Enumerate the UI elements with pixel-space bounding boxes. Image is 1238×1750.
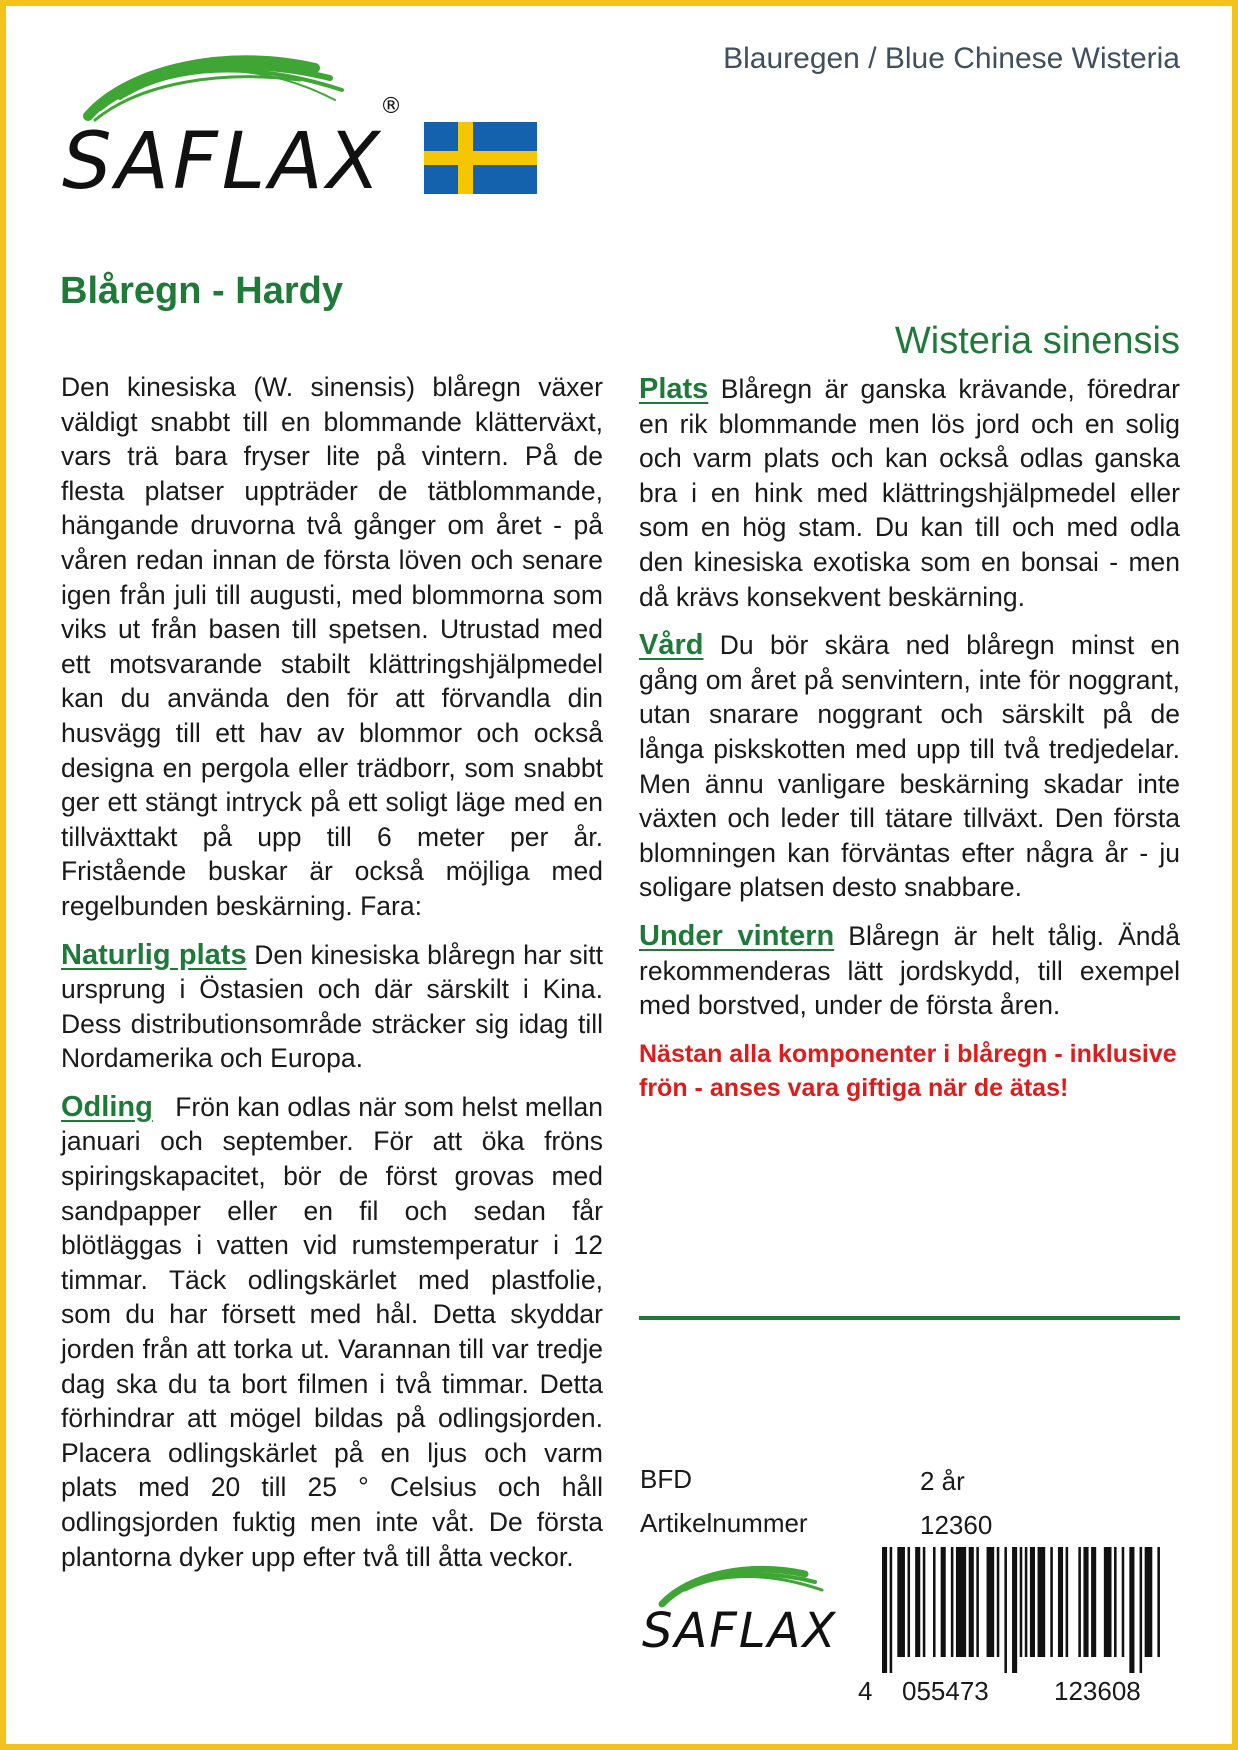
- barcode-bar: [976, 1547, 979, 1657]
- barcode-bar: [1038, 1547, 1046, 1657]
- barcode-group-left: 055473: [902, 1676, 989, 1706]
- cultivation-heading: Odling: [61, 1090, 153, 1123]
- latin-name: Wisteria sinensis: [894, 320, 1180, 362]
- article-number-value: 12360: [920, 1510, 993, 1540]
- barcode-group-right: 123608: [1054, 1676, 1141, 1706]
- barcode-bar: [1157, 1547, 1160, 1657]
- barcode-bar: [1020, 1547, 1023, 1657]
- barcode-bar: [969, 1547, 974, 1657]
- barcode-bar: [882, 1547, 887, 1673]
- barcode-bar: [923, 1547, 926, 1657]
- barcode-bar: [1066, 1547, 1069, 1657]
- registered-mark: ®: [380, 94, 402, 119]
- winter-paragraph: [639, 919, 1180, 1023]
- barcode-bar: [1025, 1547, 1028, 1657]
- bfd-value: 2 år: [920, 1466, 965, 1496]
- bfd-label: BFD: [640, 1464, 692, 1494]
- natural-location-heading: Naturlig plats: [61, 938, 247, 971]
- header-title: Blauregen / Blue Chinese Wisteria: [723, 42, 1180, 75]
- toxicity-warning: Nästan alla komponenter i blåregn - inklusive frön - anses vara giftiga när de ätas!: [639, 1039, 1177, 1102]
- leaf-swoosh-icon: [88, 60, 342, 120]
- barcode-bar: [1083, 1547, 1088, 1657]
- left-column: [61, 370, 603, 1588]
- natural-location-paragraph: [61, 938, 603, 1076]
- product-title: Blåregn - Hardy: [60, 270, 343, 312]
- barcode-bar: [908, 1547, 911, 1657]
- barcode-bar: [1140, 1547, 1143, 1673]
- barcode-bar: [1145, 1547, 1153, 1657]
- swedish-flag-icon: [424, 122, 537, 194]
- barcode-bar: [941, 1547, 946, 1657]
- winter-heading: Under vintern: [639, 919, 835, 952]
- intro-paragraph: Den kinesiska (W. sinensis) blåregn växer väldigt snabbt till en blommande klätterväxt, vars trä bara fryser lite på vintern. På de flesta platser uppträder de tätblommande, hängande druvorna två gånger om året - på våren redan innan de första löven och senare igen från juli till augusti, med blommorna som viks ut från basen till spetsen. Utrustad med ett motsvarande stabilt klättringshjälpmedel kan du använda den för att förvandla din husvägg till ett hav av blommor och också designa en pergola eller trädborr, som snabbt ger ett stängt intryck på ett soligt läge med en tillväxttakt på upp till 6 meter per år. Fristående buskar är också möjliga med regelbunden beskärning. Fara:: [61, 372, 603, 921]
- barcode-bar: [1114, 1547, 1117, 1657]
- barcode-bar: [951, 1547, 954, 1657]
- barcode-bar: [1091, 1547, 1096, 1657]
- barcode-bar: [997, 1547, 1000, 1657]
- barcode-bar: [1122, 1547, 1125, 1657]
- barcode-bar: [956, 1547, 966, 1657]
- care-text: Du bör skära ned blåregn minst en gång om året på senvintern, inte för noggrant, utan snarare noggrant och särskilt på de långa piskskotten med upp till två tredjedelar. Men ännu vanligare beskärning skadar inte växten och leder till tätare tillväxt. Den första blomningen kan förväntas efter några år - ju soligare platsen desto snabbare.: [639, 630, 1180, 903]
- leaf-swoosh-icon: [662, 1569, 822, 1604]
- care-heading: Vård: [639, 629, 704, 662]
- cultivation-paragraph: [61, 1090, 603, 1574]
- logo-wordmark-small: SAFLAX: [642, 1603, 838, 1657]
- location-text: Blåregn är ganska krävande, föredrar en rik blommande men lös jord och en solig och varm plats och kan också odlas ganska bra i en hink med klättringshjälpmedel eller som en hög stam. Du kan till och med odla den kinesiska exotiska som en bonsai - men då krävs konsekvent beskärning.: [639, 374, 1180, 612]
- article-number-label: Artikelnummer: [640, 1508, 808, 1538]
- winter-text: Blåregn är helt tålig. Ändå rekommenderas lätt jordskydd, till exempel med borstved, under de första åren.: [639, 920, 1180, 1021]
- barcode-bar: [933, 1547, 936, 1657]
- saflax-logo-small: [640, 1552, 860, 1657]
- barcode-bar: [1058, 1547, 1063, 1657]
- saflax-logo: [60, 38, 410, 208]
- location-paragraph: [639, 372, 1180, 614]
- barcode-digit-first: 4: [858, 1676, 873, 1706]
- barcode-bar: [890, 1547, 893, 1673]
- barcode: [878, 1547, 1182, 1673]
- barcode-bar: [1012, 1547, 1017, 1673]
- barcode-bar: [1050, 1547, 1053, 1657]
- barcode-bar: [1030, 1547, 1035, 1657]
- natural-location-text: Den kinesiska blåregn har sitt ursprung i Östasien och där särskilt i Kina. Dess distributionsområde sträcker sig idag till Nordamerika och Europa.: [61, 939, 603, 1074]
- barcode-bar: [897, 1547, 905, 1657]
- barcode-bar: [1104, 1547, 1112, 1657]
- logo-wordmark: SAFLAX: [62, 117, 384, 207]
- barcode-bar: [987, 1547, 995, 1657]
- location-heading: Plats: [639, 373, 709, 405]
- barcode-bar: [1004, 1547, 1007, 1673]
- cultivation-text: Frön kan odlas när som helst mellan januari och september. För att öka fröns spiringskapacitet, bör de först grovas med sandpapper eller en fil och sedan får blötläggas i vatten vid rumstemperatur i 12 timmar. Täck odlingskärlet med plastfolie, som du har försett med hål. Detta skyddar jorden från att torka ut. Varannan till var tredje dag ska du ta bort filmen i två timmar. Detta förhindrar att mögel bildas på odlingsjorden. Placera odlingskärlet på en ljus och varm plats med 20 till 25 ° Celsius och håll odlingsjorden fuktig men inte våt. De första plantorna dyker upp efter två till åtta veckor.: [61, 1091, 603, 1572]
- barcode-bar: [1129, 1547, 1134, 1673]
- barcode-bar: [915, 1547, 920, 1657]
- care-paragraph: [639, 628, 1180, 905]
- right-column: [639, 372, 1180, 1119]
- barcode-bar: [1078, 1547, 1081, 1657]
- section-divider: [639, 1316, 1180, 1320]
